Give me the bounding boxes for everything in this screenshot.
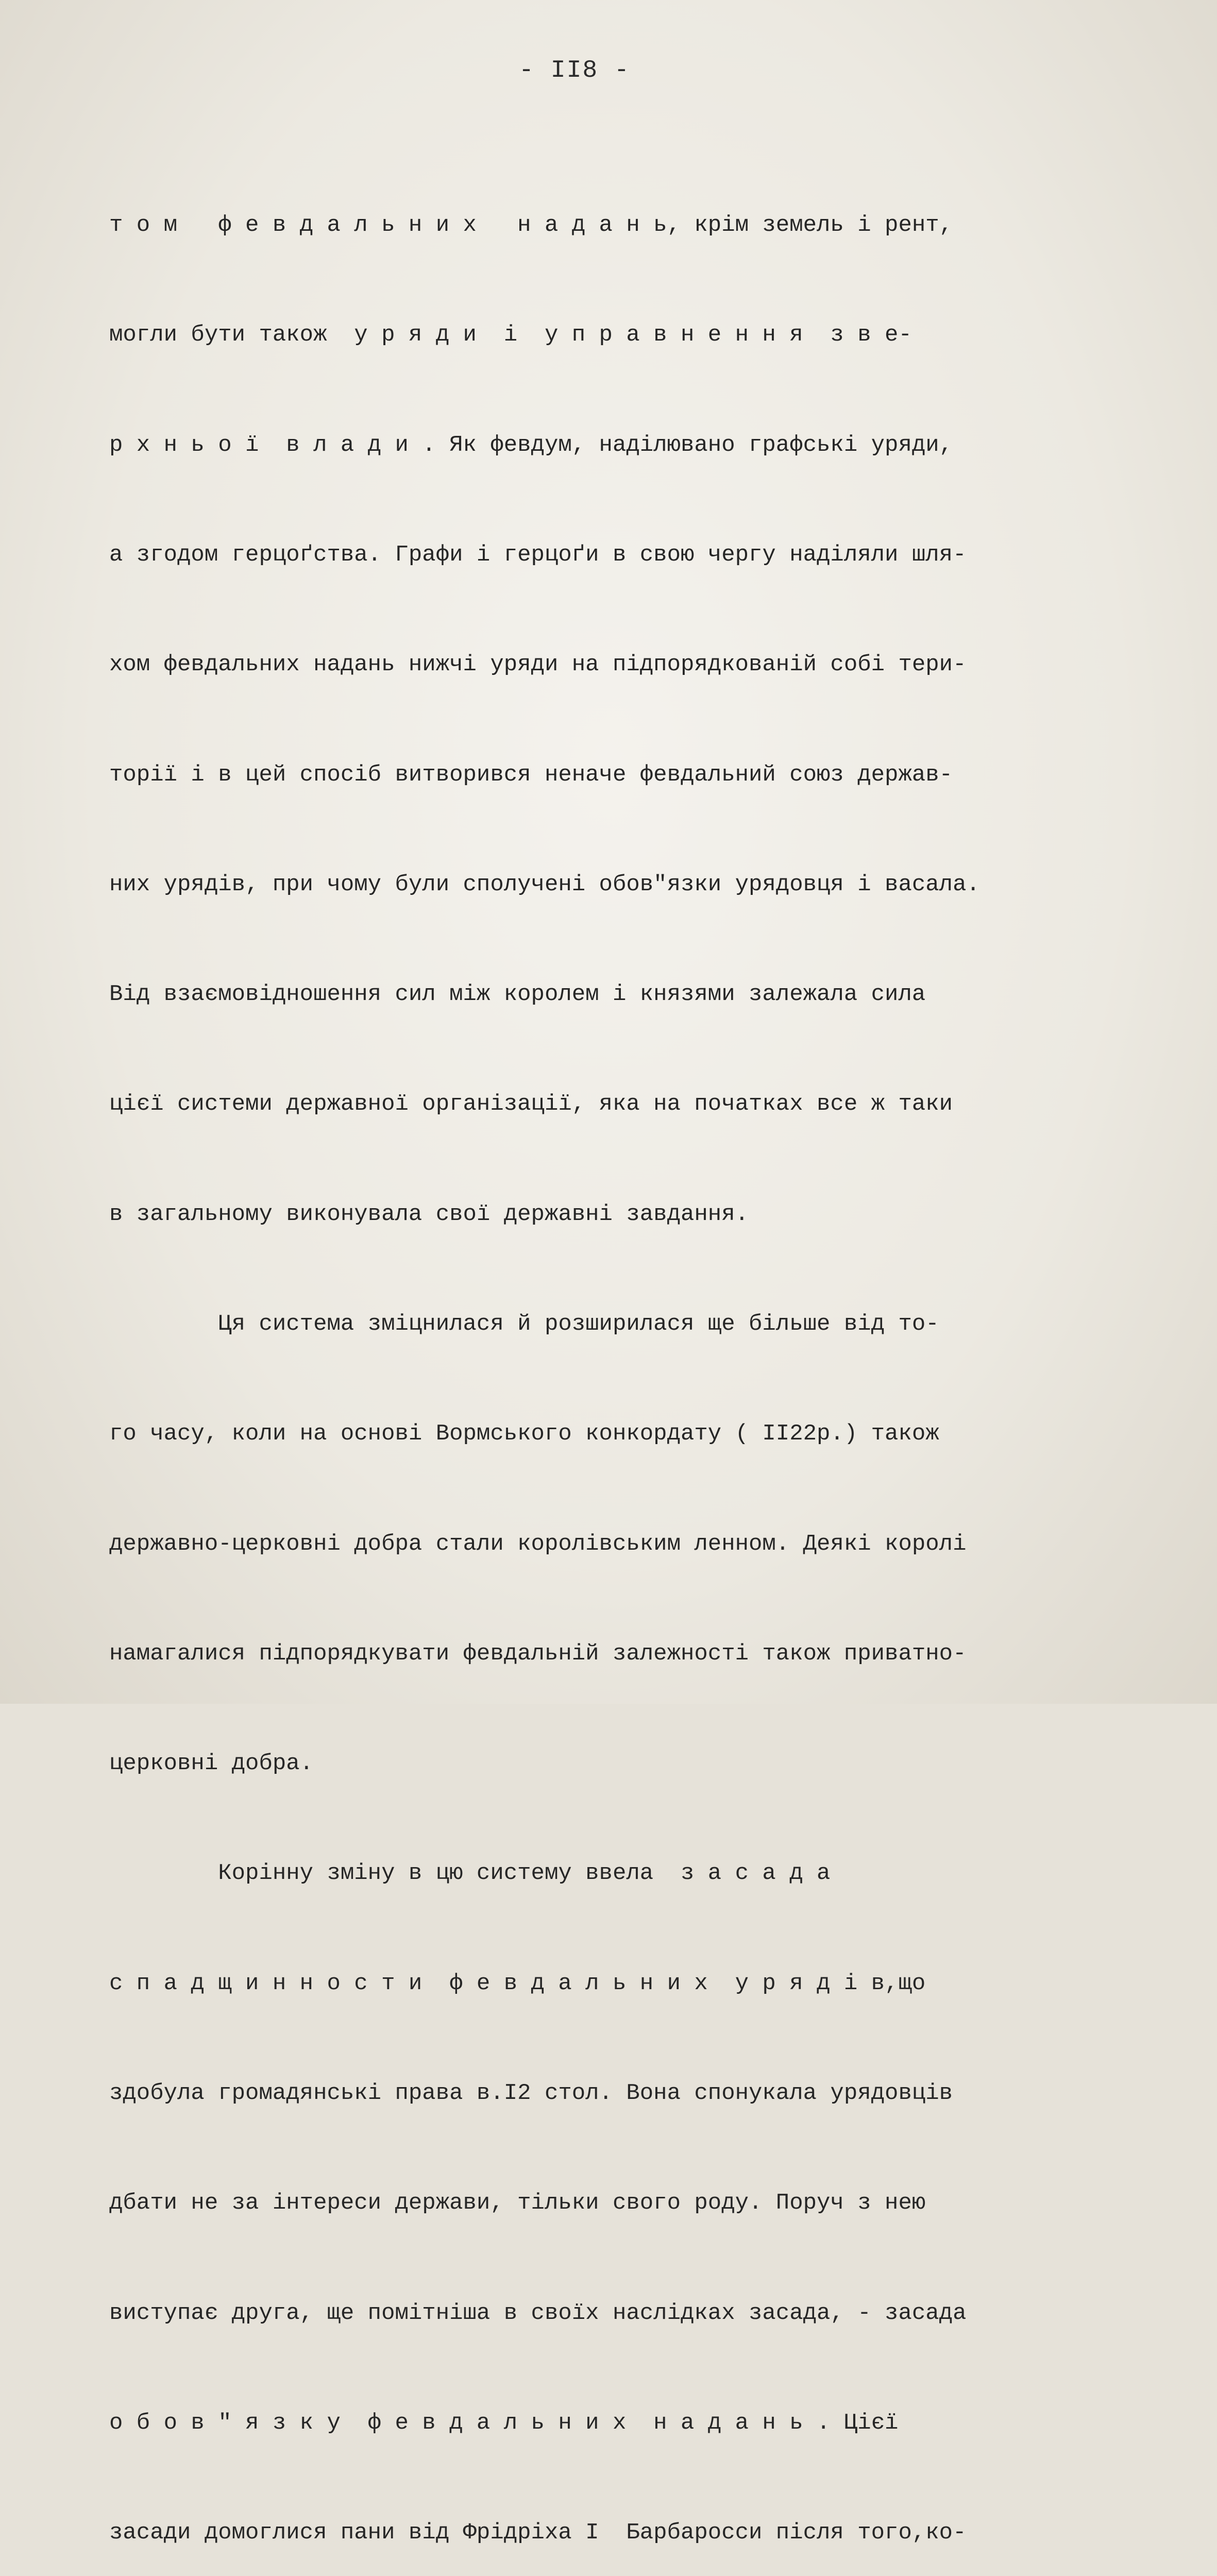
text-line-11: Ця система зміцнилася й розширилася ще більше від то- — [109, 1311, 939, 1337]
page-body — [109, 134, 1191, 2576]
text-line-19: дбати не за інтереси держави, тільки свого роду. Поруч з нею — [109, 2190, 926, 2216]
text-line-2: могли бути також у р я д и і у п р а в н е н н я з в е- — [109, 322, 912, 348]
text-line-20: виступає друга, ще помітніша в своїх наслідках засада, - засада — [109, 2300, 967, 2326]
page-number: - II8 - — [519, 57, 630, 84]
text-line-16: Корінну зміну в цю систему ввела з а с а д а — [109, 1860, 831, 1887]
text-line-21: о б о в " я з к у ф е в д а л ь н и х н а д а н ь . Цієї — [109, 2410, 899, 2436]
text-line-13: державно-церковні добра стали королівським ленном. Деякі королі — [109, 1531, 967, 1557]
text-line-9: цієї системи державної організації, яка на початках все ж таки — [109, 1091, 953, 1117]
text-line-18: здобула громадянські права в.I2 стол. Вона спонукала урядовців — [109, 2080, 953, 2106]
text-line-10: в загальному виконувала свої державні завдання. — [109, 1201, 749, 1227]
text-line-8: Від взаємовідношення сил між королем і князями залежала сила — [109, 981, 926, 1008]
text-line-1: т о м ф е в д а л ь н и х н а д а н ь, крім земель і рент, — [109, 212, 953, 239]
text-line-3: р х н ь о ї в л а д и . Як февдум, наділювано графські уряди, — [109, 432, 953, 458]
text-line-14: намагалися підпорядкувати февдальній залежності також приватно- — [109, 1640, 967, 1667]
text-line-5: хом февдальних надань нижчі уряди на підпорядкованій собі тери- — [109, 652, 967, 678]
text-line-12: го часу, коли на основі Вормського конкордату ( II22р.) також — [109, 1421, 939, 1447]
text-line-7: них урядів, при чому були сполучені обов"язки урядовця і васала. — [109, 871, 980, 897]
text-line-22: засади домоглися пани від Фрідріха I Барбаросси після того,ко- — [109, 2520, 967, 2546]
text-line-6: торії і в цей спосіб витворився неначе февдальний союз держав- — [109, 761, 953, 788]
text-line-17: с п а д щ и н н о с т и ф е в д а л ь н и х у р я д і в,що — [109, 1970, 926, 1996]
text-line-15: церковні добра. — [109, 1751, 314, 1777]
text-line-4: а згодом герцоґства. Графи і герцоґи в свою чергу наділяли шля- — [109, 542, 967, 568]
